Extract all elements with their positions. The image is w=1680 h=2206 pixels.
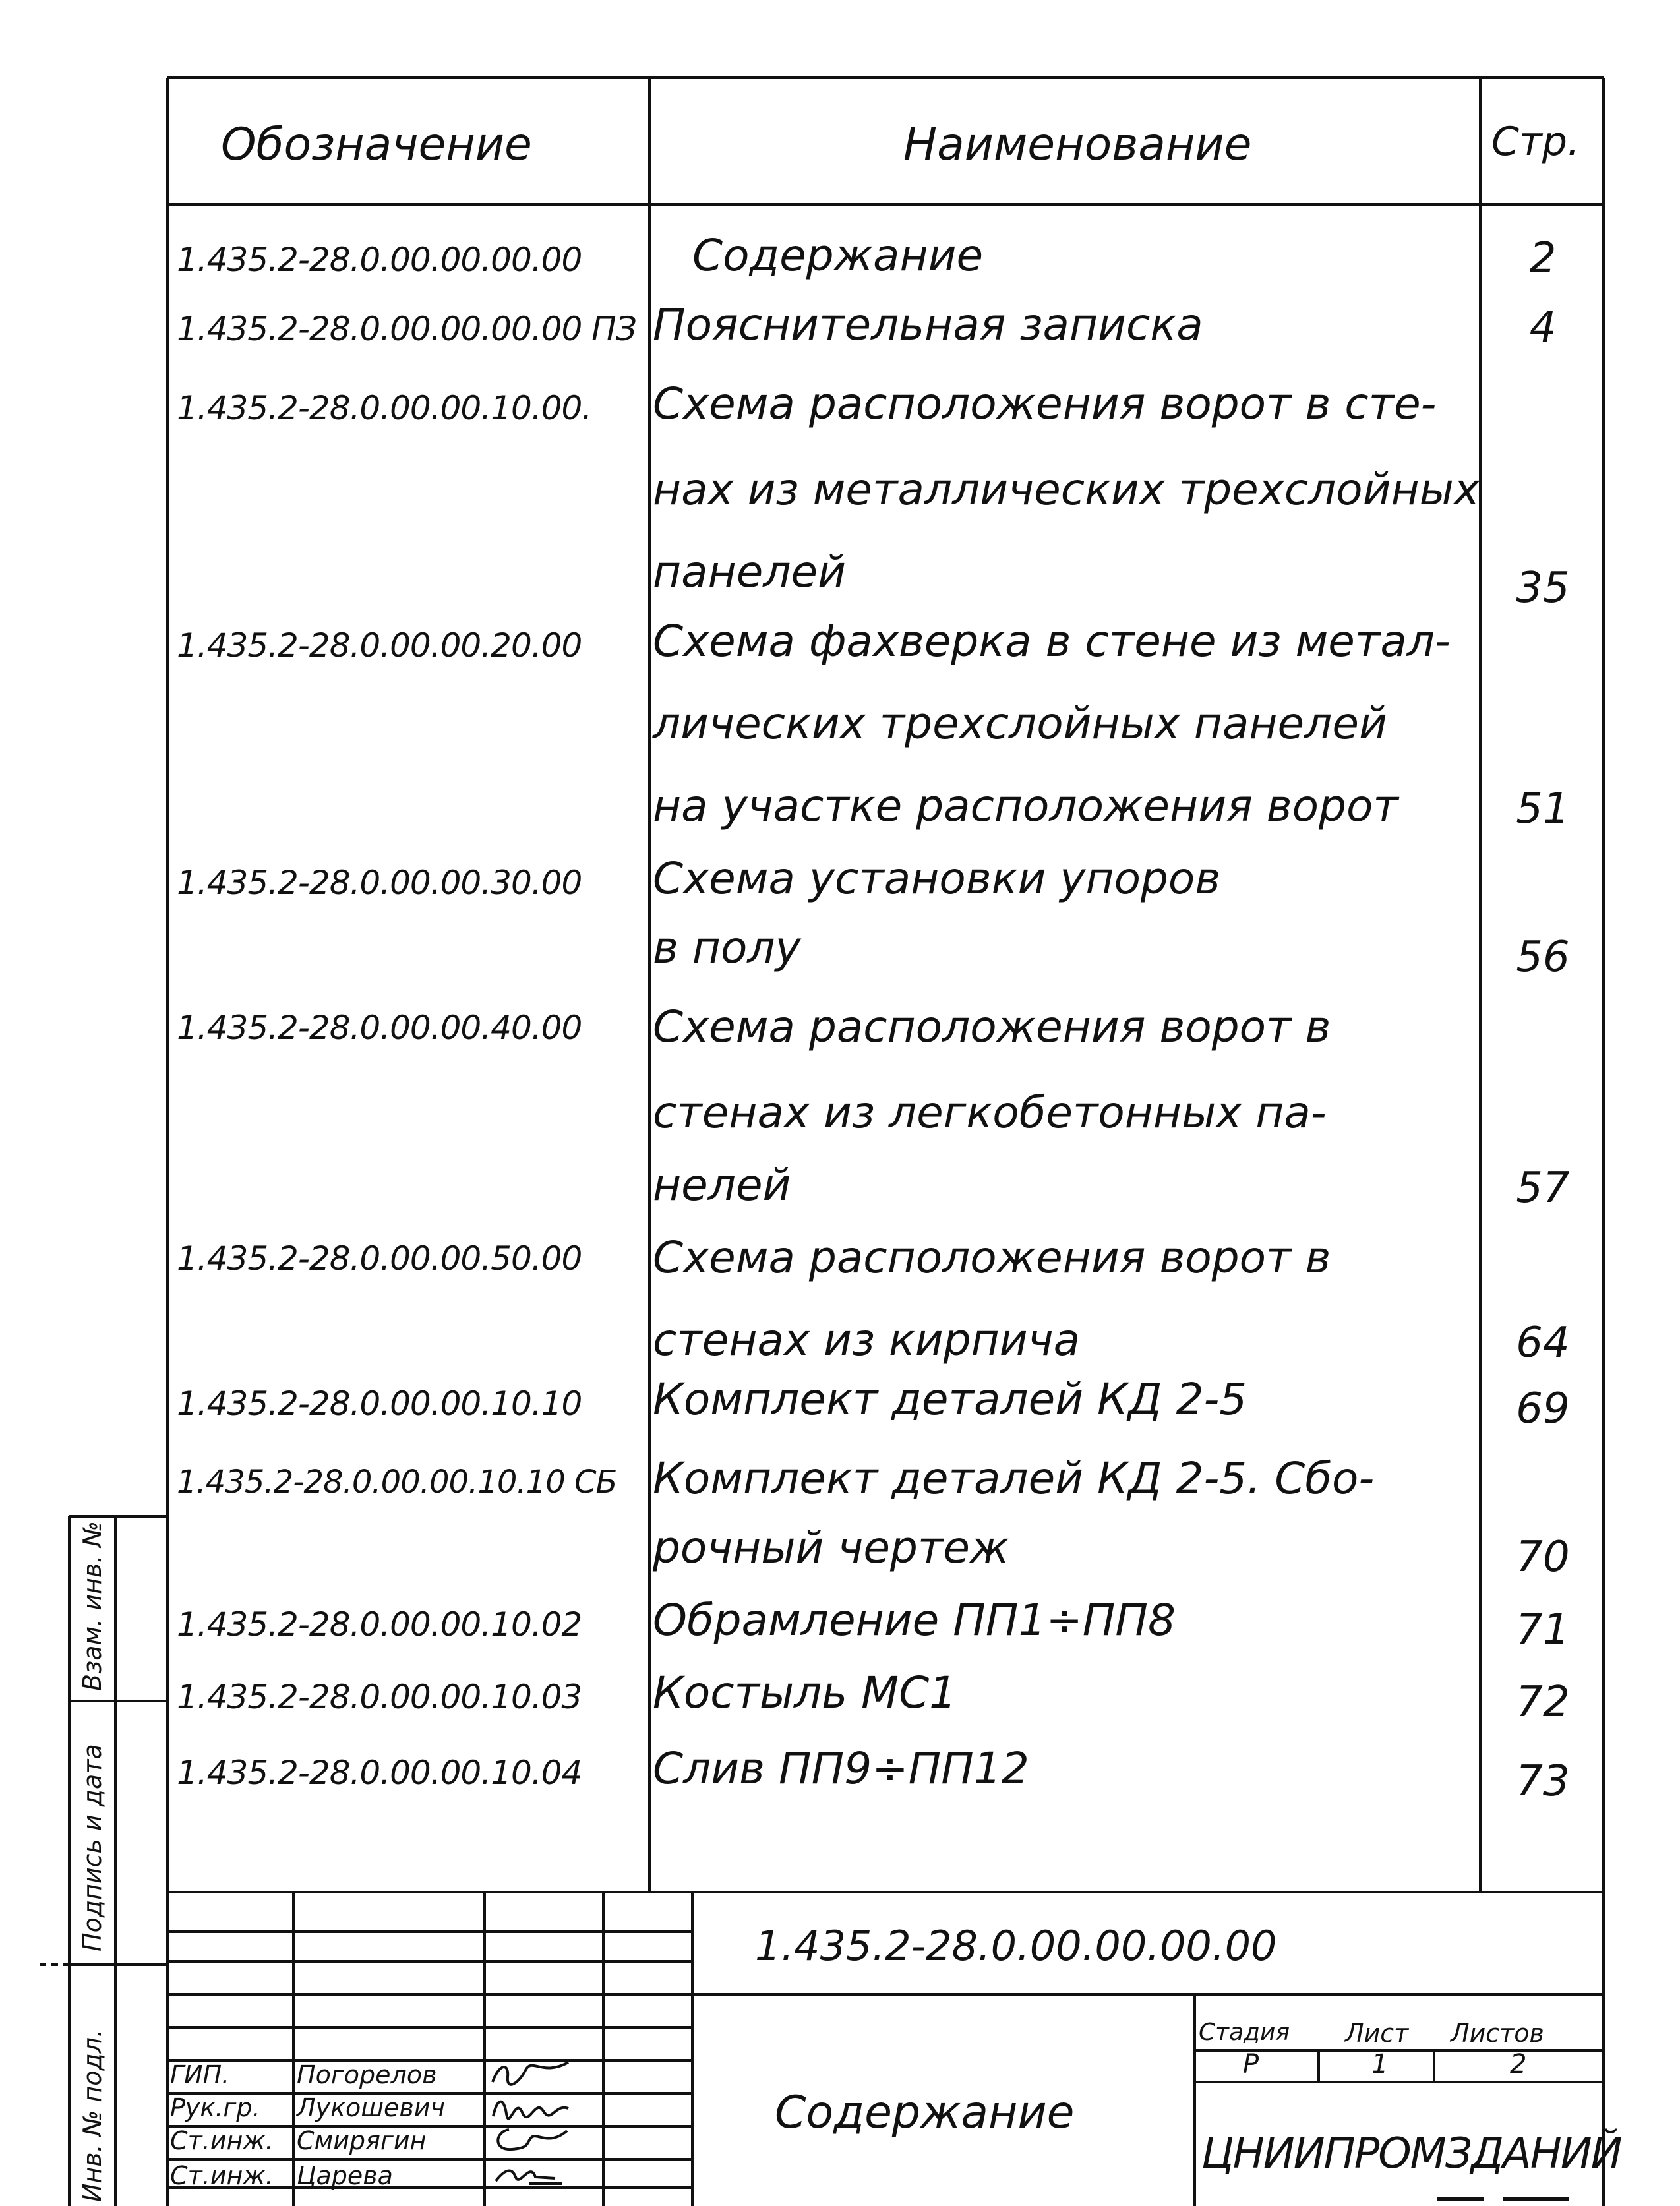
table-row-name: Схема расположения ворот в сте- bbox=[653, 378, 1437, 429]
sheet-label: Лист bbox=[1345, 2019, 1409, 2048]
table-row-name: Комплект деталей КД 2-5. Сбо- bbox=[653, 1453, 1375, 1504]
doc-code: 1.435.2-28.0.00.00.00.00 bbox=[755, 1922, 1277, 1970]
table-row-name: Слив ПП9÷ПП12 bbox=[653, 1743, 1029, 1794]
table-row-page: 4 bbox=[1529, 303, 1557, 352]
table-row-page: 71 bbox=[1516, 1605, 1570, 1654]
staff-name: Смирягин bbox=[297, 2126, 427, 2155]
table-row-name: Схема фахверка в стене из метал- bbox=[653, 616, 1451, 667]
table-row-page: 2 bbox=[1529, 234, 1557, 283]
header-page: Стр. bbox=[1491, 119, 1580, 165]
staff-role: Ст.инж. bbox=[170, 2161, 274, 2190]
table-row-page: 35 bbox=[1516, 564, 1570, 612]
stamp-signature-date: Подпись и дата bbox=[78, 1744, 107, 1952]
table-row-name: Схема расположения ворот в bbox=[653, 1001, 1331, 1052]
table-row-code: 1.435.2-28.0.00.00.10.10 bbox=[177, 1385, 582, 1423]
doc-title: Содержание bbox=[775, 2087, 1075, 2139]
table-row-page: 51 bbox=[1516, 785, 1570, 833]
signature-1 bbox=[489, 2057, 572, 2090]
table-row-code: 1.435.2-28.0.00.00.10.04 bbox=[177, 1754, 582, 1792]
table-row-code: 1.435.2-28.0.00.00.20.00 bbox=[177, 626, 582, 665]
staff-name: Погорелов bbox=[297, 2060, 437, 2089]
signature-3 bbox=[489, 2123, 572, 2156]
table-row-page: 56 bbox=[1516, 933, 1570, 982]
table-row-name: Комплект деталей КД 2-5 bbox=[653, 1374, 1247, 1425]
table-row-name: стенах из легкобетонных па- bbox=[653, 1087, 1327, 1138]
table-row-name: Схема установки упоров bbox=[653, 853, 1221, 904]
table-row-name: панелей bbox=[653, 547, 847, 597]
sheets-value: 2 bbox=[1510, 2049, 1527, 2079]
table-row-name: Костыль МС1 bbox=[653, 1667, 957, 1718]
stage-value: Р bbox=[1243, 2049, 1259, 2079]
sheet-value: 1 bbox=[1371, 2049, 1389, 2079]
table-row-name: Схема расположения ворот в bbox=[653, 1232, 1331, 1283]
table-row-name: нах из металлических трехслойных bbox=[653, 464, 1480, 515]
stamp-inv-orig: Инв. № подл. bbox=[78, 2029, 107, 2202]
organization: ЦНИИПРОМЗДАНИЙ bbox=[1201, 2130, 1621, 2178]
table-row-code: 1.435.2-28.0.00.00.50.00 bbox=[177, 1239, 582, 1278]
table-row-name: в полу bbox=[653, 922, 801, 973]
table-row-code: 1.435.2-28.0.00.00.00.00 bbox=[177, 241, 582, 279]
staff-name: Лукошевич bbox=[297, 2093, 445, 2122]
table-row-code: 1.435.2-28.0.00.00.10.10 СБ bbox=[177, 1464, 617, 1501]
table-row-name: Содержание bbox=[692, 230, 984, 281]
staff-role: Ст.инж. bbox=[170, 2126, 274, 2155]
table-row-page: 70 bbox=[1516, 1533, 1570, 1582]
table-row-code: 1.435.2-28.0.00.00.30.00 bbox=[177, 864, 582, 902]
table-row-name: нелей bbox=[653, 1160, 791, 1210]
staff-name: Царева bbox=[297, 2161, 393, 2190]
table-row-name: стенах из кирпича bbox=[653, 1315, 1081, 1365]
table-row-code: 1.435.2-28.0.00.00.10.03 bbox=[177, 1678, 582, 1716]
table-row-code: 1.435.2-28.0.00.00.40.00 bbox=[177, 1009, 582, 1047]
stage-label: Стадия bbox=[1199, 2019, 1290, 2046]
staff-role: Рук.гр. bbox=[170, 2093, 260, 2122]
table-row-page: 69 bbox=[1516, 1385, 1570, 1433]
table-row-name: рочный чертеж bbox=[653, 1522, 1009, 1573]
table-row-page: 57 bbox=[1516, 1164, 1570, 1212]
table-row-page: 73 bbox=[1516, 1757, 1570, 1806]
table-row-name: Пояснительная записка bbox=[653, 299, 1203, 350]
signature-4 bbox=[489, 2157, 572, 2190]
header-name: Наименование bbox=[903, 119, 1252, 171]
stamp-replaced-inv: Взам. инв. № bbox=[78, 1520, 107, 1691]
table-row-page: 72 bbox=[1516, 1678, 1570, 1727]
table-row-code: 1.435.2-28.0.00.00.10.00. bbox=[177, 389, 592, 427]
sheets-label: Листов bbox=[1451, 2019, 1544, 2048]
signature-2 bbox=[489, 2090, 572, 2123]
staff-role: ГИП. bbox=[170, 2060, 230, 2089]
table-row-page: 64 bbox=[1516, 1319, 1570, 1367]
table-row-name: лических трехслойных панелей bbox=[653, 698, 1387, 749]
header-designation: Обозначение bbox=[221, 119, 532, 171]
table-row-code: 1.435.2-28.0.00.00.10.02 bbox=[177, 1605, 582, 1644]
table-row-name: Обрамление ПП1÷ПП8 bbox=[653, 1595, 1176, 1646]
table-row-code: 1.435.2-28.0.00.00.00.00 ПЗ bbox=[177, 310, 636, 348]
table-row-name: на участке расположения ворот bbox=[653, 781, 1398, 831]
